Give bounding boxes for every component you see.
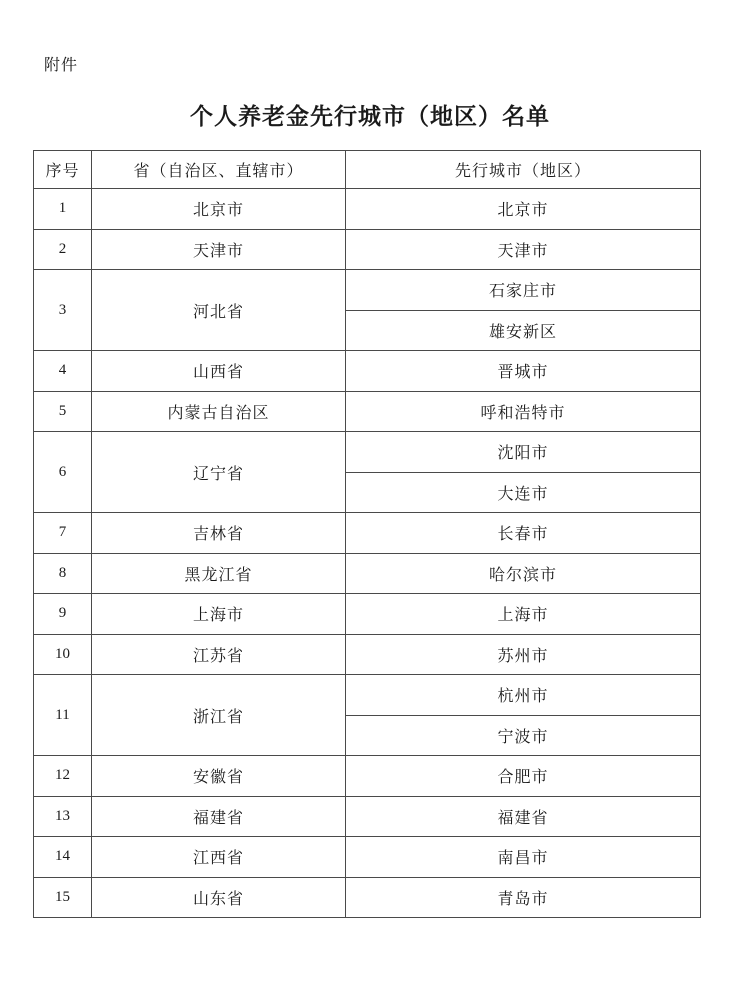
serial-number-cell: 2 <box>34 229 92 270</box>
pilot-city-cell: 杭州市 <box>346 675 701 716</box>
attachment-label: 附件 <box>44 57 79 74</box>
province-cell: 山东省 <box>92 877 346 918</box>
table-body <box>34 189 701 918</box>
pilot-city-cell: 雄安新区 <box>346 310 701 351</box>
province-cell: 上海市 <box>92 594 346 635</box>
pilot-city-cell: 北京市 <box>346 189 701 230</box>
pilot-city-cell: 上海市 <box>346 594 701 635</box>
province-cell: 辽宁省 <box>92 432 346 513</box>
table-row <box>34 756 701 797</box>
province-cell: 河北省 <box>92 270 346 351</box>
pilot-city-cell: 苏州市 <box>346 634 701 675</box>
province-cell: 江西省 <box>92 837 346 878</box>
table-row <box>34 634 701 675</box>
table-row <box>34 675 701 716</box>
province-cell: 吉林省 <box>92 513 346 554</box>
pilot-city-cell: 福建省 <box>346 796 701 837</box>
serial-number-cell: 15 <box>34 877 92 918</box>
header-province: 省（自治区、直辖市） <box>92 151 346 189</box>
pilot-city-cell: 大连市 <box>346 472 701 513</box>
table-row <box>34 837 701 878</box>
table-row <box>34 553 701 594</box>
page-title: 个人养老金先行城市（地区）名单 <box>190 104 550 129</box>
serial-number-cell: 12 <box>34 756 92 797</box>
province-cell: 北京市 <box>92 189 346 230</box>
serial-number-cell: 4 <box>34 351 92 392</box>
table-row <box>34 229 701 270</box>
pilot-city-cell: 呼和浩特市 <box>346 391 701 432</box>
pilot-city-cell: 长春市 <box>346 513 701 554</box>
header-pilot-city: 先行城市（地区） <box>346 151 701 189</box>
serial-number-cell: 7 <box>34 513 92 554</box>
serial-number-cell: 1 <box>34 189 92 230</box>
pilot-city-cell: 哈尔滨市 <box>346 553 701 594</box>
serial-number-cell: 6 <box>34 432 92 513</box>
pilot-city-cell: 宁波市 <box>346 715 701 756</box>
table-row <box>34 432 701 473</box>
table-row <box>34 796 701 837</box>
province-cell: 黑龙江省 <box>92 553 346 594</box>
province-cell: 山西省 <box>92 351 346 392</box>
pilot-city-cell: 沈阳市 <box>346 432 701 473</box>
pilot-city-cell: 青岛市 <box>346 877 701 918</box>
pilot-city-cell: 晋城市 <box>346 351 701 392</box>
table-row <box>34 391 701 432</box>
province-cell: 浙江省 <box>92 675 346 756</box>
table-header <box>34 151 701 189</box>
table-row <box>34 877 701 918</box>
province-cell: 福建省 <box>92 796 346 837</box>
serial-number-cell: 10 <box>34 634 92 675</box>
pilot-city-cell: 南昌市 <box>346 837 701 878</box>
serial-number-cell: 13 <box>34 796 92 837</box>
province-cell: 内蒙古自治区 <box>92 391 346 432</box>
pilot-cities-table <box>33 150 701 918</box>
header-serial-number: 序号 <box>34 151 92 189</box>
province-cell: 天津市 <box>92 229 346 270</box>
serial-number-cell: 9 <box>34 594 92 635</box>
serial-number-cell: 5 <box>34 391 92 432</box>
pilot-city-cell: 天津市 <box>346 229 701 270</box>
table-row <box>34 513 701 554</box>
table-row <box>34 189 701 230</box>
table-row <box>34 594 701 635</box>
pilot-city-cell: 石家庄市 <box>346 270 701 311</box>
serial-number-cell: 3 <box>34 270 92 351</box>
province-cell: 安徽省 <box>92 756 346 797</box>
table-row <box>34 270 701 311</box>
serial-number-cell: 11 <box>34 675 92 756</box>
table-header-row <box>34 151 701 189</box>
pilot-city-cell: 合肥市 <box>346 756 701 797</box>
serial-number-cell: 14 <box>34 837 92 878</box>
table-row <box>34 351 701 392</box>
province-cell: 江苏省 <box>92 634 346 675</box>
serial-number-cell: 8 <box>34 553 92 594</box>
